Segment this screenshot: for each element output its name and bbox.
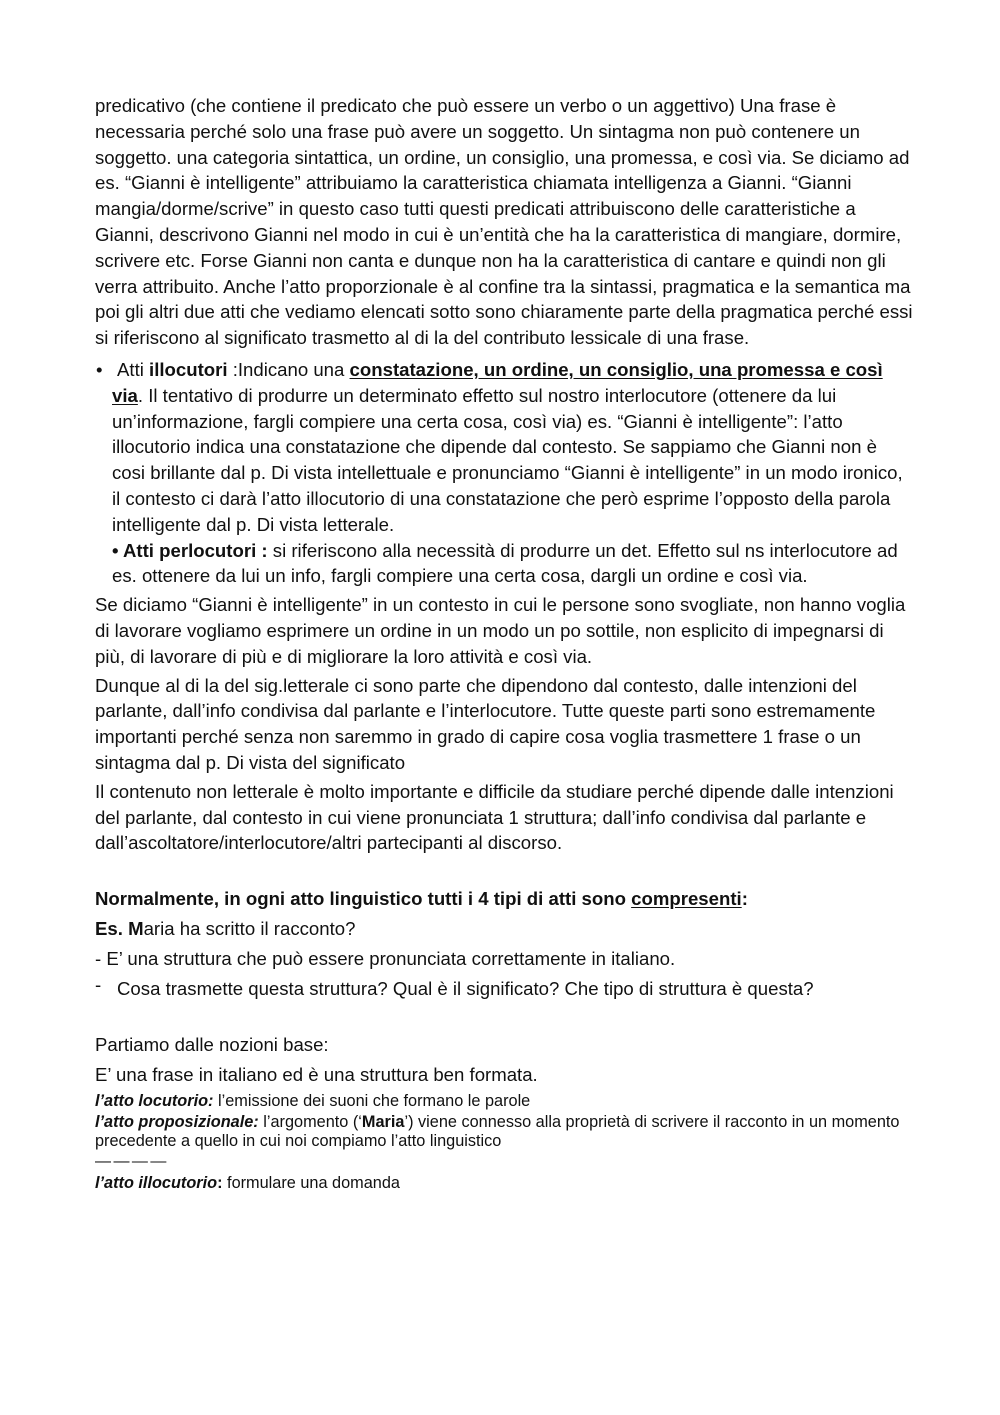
- term-illocutori: illocutori: [149, 358, 228, 380]
- heading-end: :: [741, 888, 748, 910]
- dash-line-2-text: Cosa trasmette questa struttura? Qual è il significato? Che tipo di struttura è questa?: [117, 977, 814, 999]
- example-line: [95, 916, 915, 942]
- illocutorio-colon: :: [217, 1173, 223, 1192]
- term-illocutorio: l’atto illocutorio: [95, 1173, 218, 1192]
- dash-line-1: - E’ una struttura che può essere pronunciata correttamente in italiano.: [95, 947, 676, 969]
- proposizionale-text-2: ’) viene connesso alla proprietà di scrivere il racconto in un momento precedente a quello in cui noi compiamo l’atto linguistico: [95, 1112, 900, 1150]
- example-bold: Es. M: [95, 917, 144, 939]
- atto-proposizionale: [95, 1113, 915, 1151]
- example-rest: aria ha scritto il racconto?: [143, 917, 356, 939]
- paragraph-significato: Dunque al di la del sig.letterale ci sono parte che dipendono dal contesto, dalle intenzioni del parlante, dall’info condivisa dal parlante e l’interlocutore. Tutte queste parti sono estremamente importanti perché senza non saremmo in grado di capire cosa voglia trasmettere 1 frase o un sintagma dal p. Di vista del significato: [95, 674, 876, 773]
- perlocutori-text: si riferiscono alla necessità di produrre un det. Effetto sul ns interlocutore ad es. ottenere da lui un info, fargli compiere una certa cosa, dargli un ordine e così via.: [112, 539, 898, 587]
- paragraph-contesto: Se diciamo “Gianni è intelligente” in un contesto in cui le persone sono svogliate, non hanno voglia di lavorare vogliamo esprimere un ordine in un modo un po sottile, non esplicito di impegnarsi di più, di lavorare di più e di migliorare la loro attività e così via.: [95, 594, 906, 667]
- paragraph-contenuto: Il contenuto non letterale è molto importante e difficile da studiare perché dipende dalle intenzioni del parlante, dal contesto in cui viene pronunciata 1 struttura; dall’info condivisa dal parlante e dall’ascoltatore/interlocutore/altri partecipanti al discorso.: [95, 780, 894, 854]
- document-page: [95, 93, 915, 1193]
- illocutori-text-1: :Indicano una: [227, 358, 350, 380]
- proposizionale-maria: Maria: [361, 1112, 405, 1131]
- basics-intro: Partiamo dalle nozioni base:: [95, 1034, 329, 1056]
- bullet-atti-perlocutori: [95, 538, 915, 590]
- dash-marker: -: [95, 973, 102, 995]
- atto-locutorio: [95, 1092, 915, 1111]
- heading-main: Normalmente, in ogni atto linguistico tutti i 4 tipi di atti sono: [95, 888, 632, 910]
- section-heading: [95, 886, 915, 912]
- heading-underlined: compresenti: [631, 888, 742, 910]
- dash-line-2: [95, 973, 915, 1002]
- term-perlocutori: • Atti perlocutori :: [112, 539, 268, 561]
- separator-dashes: — — — —: [95, 1152, 166, 1170]
- bullet-lead: Atti: [117, 358, 150, 380]
- intro-paragraph: predicativo (che contiene il predicato che può essere un verbo o un aggettivo) Una frase è necessaria perché solo una frase può avere un soggetto. Un sintagma non può contenere un soggetto. una categoria sintattica, un ordine, un consiglio, una promessa, e così via. Se diciamo ad es. “Gianni è intelligente” attribuiamo la caratteristica chiamata intelligenza a Gianni. “Gianni mangia/dorme/scrive” in questo caso tutti questi predicati attribuiscono delle caratteristiche a Gianni, descrivono Gianni nel modo in cui è un’entità che ha la caratteristica di mangiare, dormire, scrivere etc. Forse Gianni non canta e dunque non ha la caratteristica di cantare e quindi non gli verra attribuito. Anche l’atto proporzionale è al confine tra la sintassi, pragmatica e la semantica ma poi gli altri due atti che vediamo elencati sotto sono chiaramente parte della pragmatica perché essi si riferiscono al significato trasmetto al di la del contributo lessicale di una frase.: [95, 95, 913, 349]
- illocutori-text-2: . Il tentativo di produrre un determinato effetto sul nostro interlocutore (ottenere da lui un’informazione, fargli compiere una certa cosa, così via) es. “Gianni è intelligente”: l’atto illocutorio indica una constatazione che dipende dal contesto. Se sappiamo che Gianni non è cosi brillante dal p. Di vista intellettuale e pronunciamo “Gianni è intelligente” in un modo ironico, il contesto ci darà l’atto illocutorio di una constatazione che però esprime l’opposto della parola intelligente dal p. Di vista letterale.: [112, 384, 903, 535]
- term-proposizionale: l’atto proposizionale:: [95, 1112, 259, 1131]
- proposizionale-text-1: l’argomento (‘: [258, 1112, 362, 1131]
- illocutori-underlined: constatazione, un ordine, un consiglio, una promessa e così via: [112, 358, 883, 406]
- illocutorio-text: formulare una domanda: [222, 1173, 400, 1192]
- basics-sentence: E’ una frase in italiano ed è una struttura ben formata.: [95, 1064, 538, 1086]
- bullet-atti-illocutori: [95, 357, 915, 538]
- bullet-marker: •: [96, 358, 103, 380]
- term-locutorio: l’atto locutorio:: [95, 1091, 214, 1110]
- atto-illocutorio: [95, 1174, 915, 1193]
- locutorio-text: l’emissione dei suoni che formano le parole: [213, 1091, 531, 1110]
